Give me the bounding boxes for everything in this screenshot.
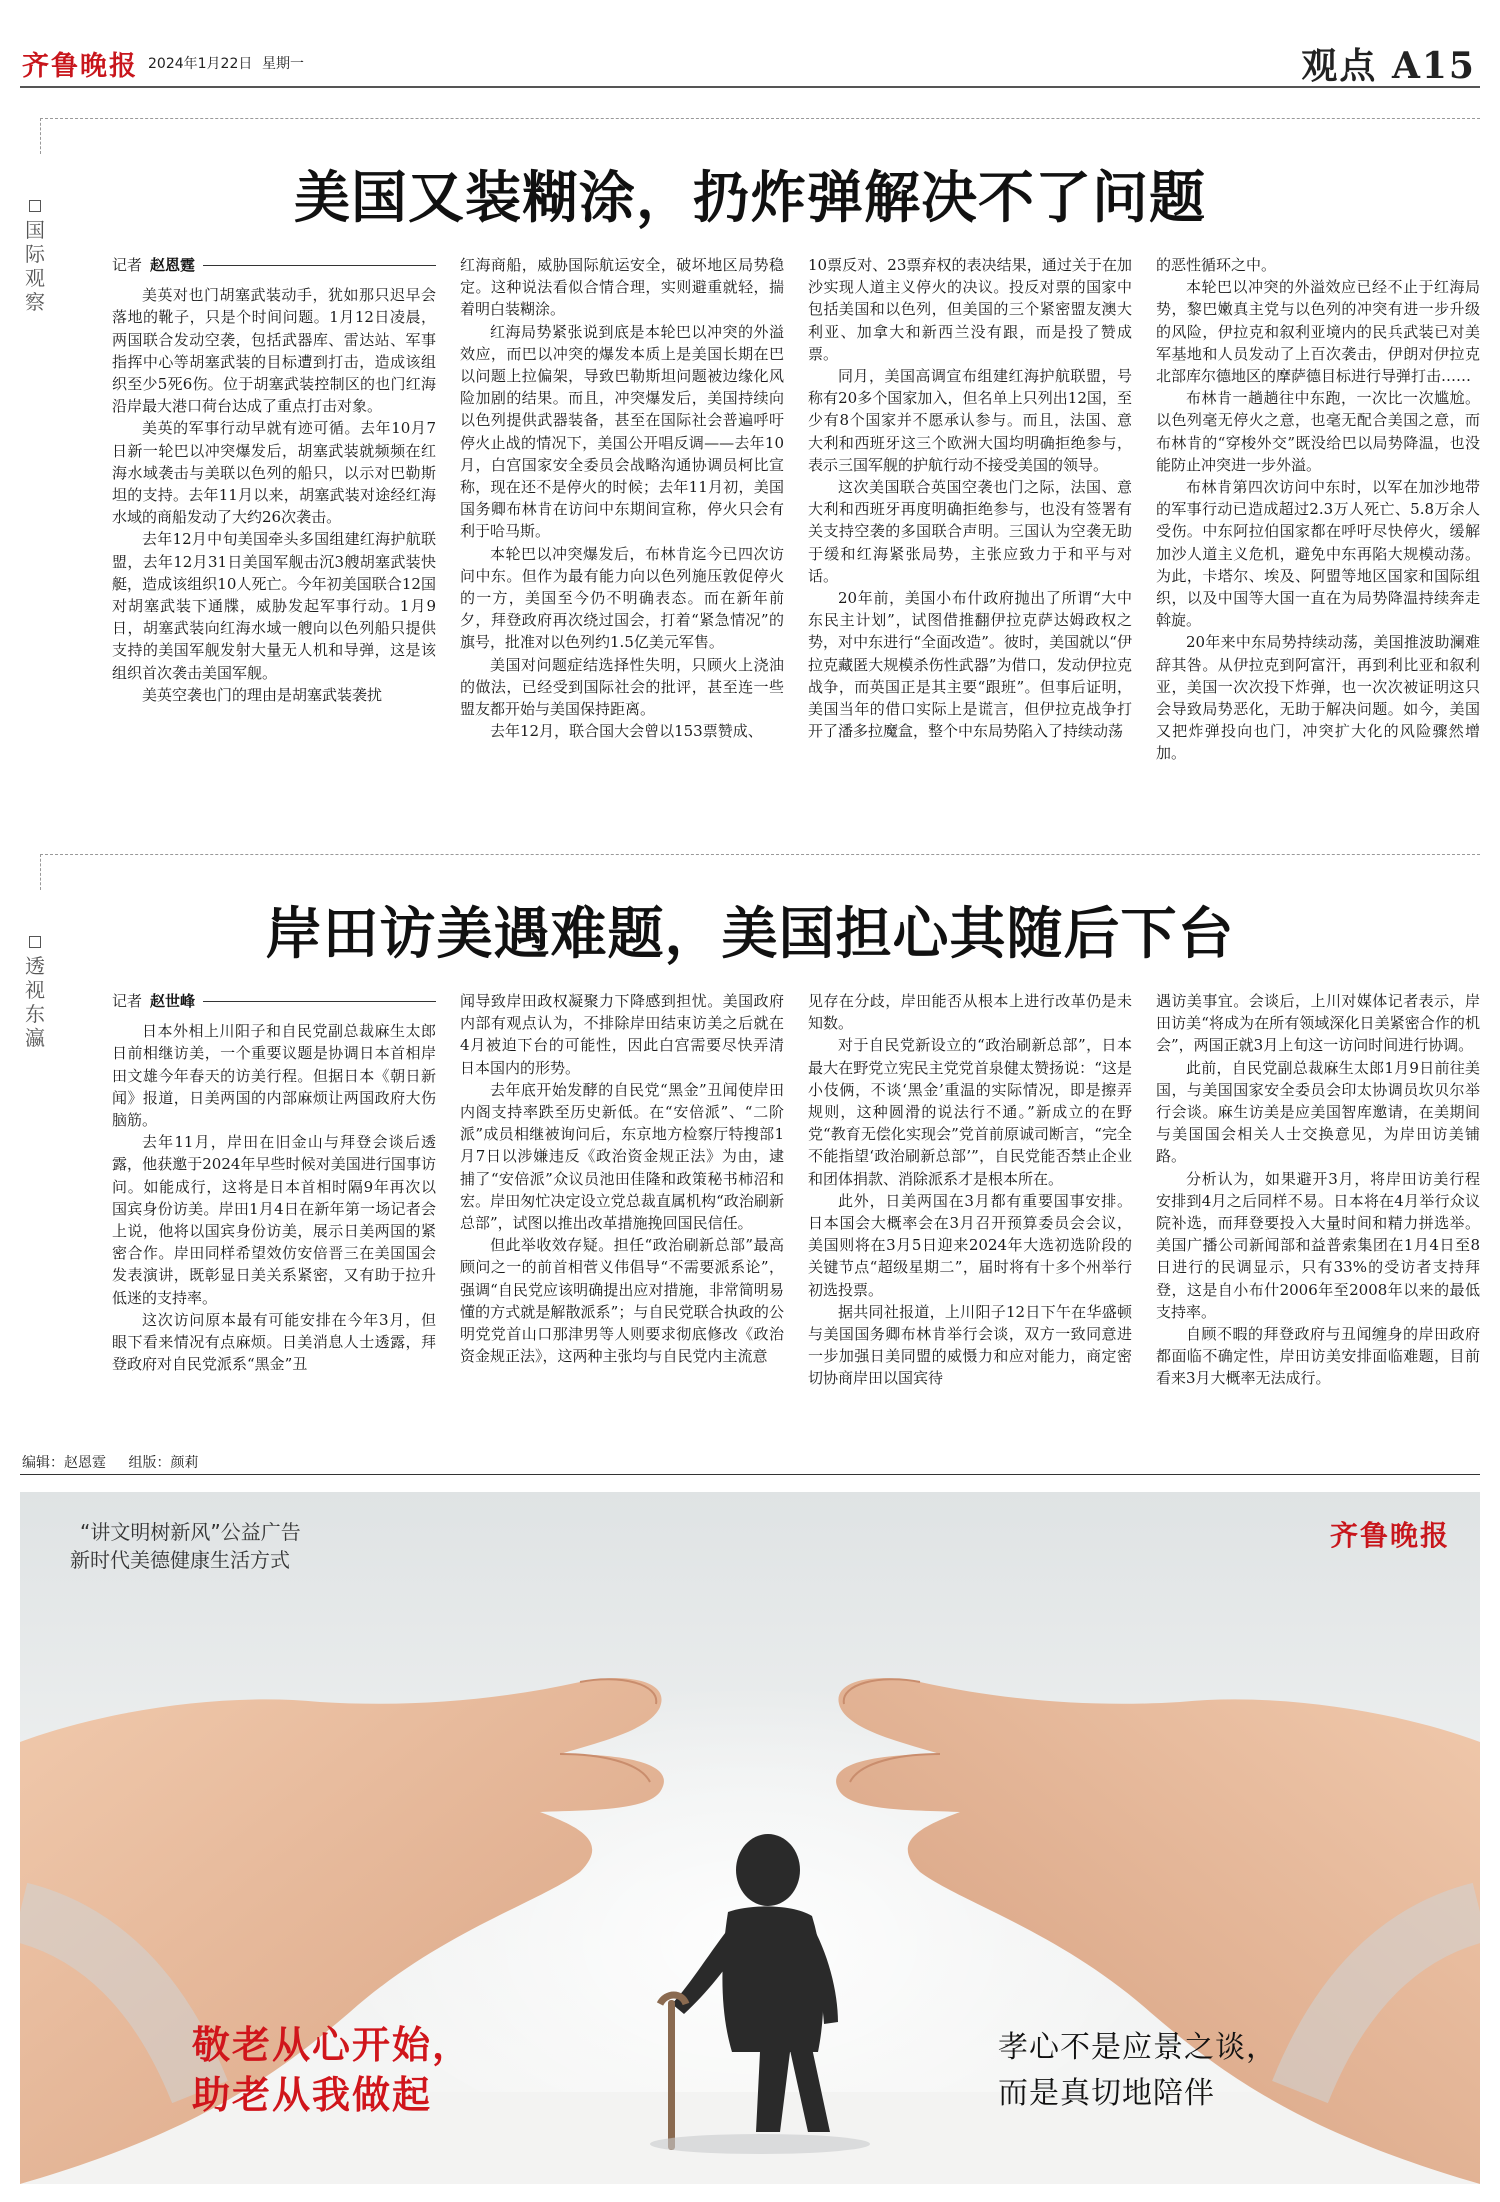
section-label: 国 际 观 察 <box>22 200 48 314</box>
text-column <box>1156 254 1480 765</box>
byline: 记者 赵恩霆 <box>112 254 436 276</box>
section-marker-icon <box>29 936 41 948</box>
paragraph: 遇访美事宜。会谈后，上川对媒体记者表示，岸田访美“将成为在所有领域深化日美紧密合作的机会”，两国正就3月上旬这一访问时间进行协调。 <box>1156 992 1480 1055</box>
text-column <box>112 254 436 765</box>
paragraph: 去年12月，联合国大会曾以153票赞成、 <box>490 722 763 741</box>
text-column <box>808 254 1132 765</box>
paragraph: 对于自民党新设立的“政治刷新总部”，日本最大在野党立宪民主党党首泉健太赞扬说：“这是小伎俩，不谈‘黑金’重温的实际情况，即是擦弄规则，这种圆滑的说法行不通。”新成立的在野党“教育无偿化实现会”党首前原诚司断言，“完全不能指望‘政治刷新总部’”，自民党能否禁止企业和团体捐款、消除派系才是根本所在。 <box>808 1036 1132 1188</box>
paragraph: 美英的军事行动早就有迹可循。去年10月7日新一轮巴以冲突爆发后，胡塞武装就频频在红海水域袭击与美联以色列的船只，以示对巴勒斯坦的支持。去年11月以来，胡塞武装对途经红海水域的商船发动了大约26次袭击。 <box>112 419 436 527</box>
paragraph: 的恶性循环之中。 <box>1156 256 1277 274</box>
ad-slogan-black: 而是真切地陪伴 <box>998 2076 1215 2111</box>
section-label: 透 视 东 瀛 <box>22 936 48 1050</box>
paragraph: 闻导致岸田政权凝聚力下降感到担忧。美国政府内部有观点认为，不排除岸田结束访美之后就在4月被迫下台的可能性，因此白宫需要尽快弄清日本国内的形势。 <box>460 992 784 1077</box>
paragraph: 美英空袭也门的理由是胡塞武装袭扰 <box>142 685 383 704</box>
article-body <box>112 990 1482 1390</box>
ad-campaign-subtitle: 新时代美德健康生活方式 <box>70 1548 290 1572</box>
paragraph: 20年来中东局势持续动荡，美国推波助澜难辞其咎。从伊拉克到阿富汗，再到利比亚和叙利亚，美国一次次投下炸弹，也一次次被证明这只会导致局势恶化，无助于解决问题。如今，美国又把炸弹投向也门，冲突扩大化的风险骤然增加。 <box>1156 633 1480 763</box>
text-column <box>460 990 784 1390</box>
paragraph: 据共同社报道，上川阳子12日下午在华盛顿与美国国务卿布林肯举行会谈，双方一致同意进一步加强日美同盟的威慑力和应对能力，商定密切协商岸田以国宾待 <box>808 1302 1132 1388</box>
header-divider <box>20 86 1480 88</box>
ad-slogan-red: 敬老从心开始， <box>192 2022 473 2067</box>
ad-brand-logo: 齐鲁晚报 <box>1329 1519 1450 1552</box>
frame-divider <box>40 118 1480 119</box>
article-headline: 岸田访美遇难题，美国担心其随后下台 <box>265 901 1235 967</box>
paragraph: 去年12月中旬美国牵头多国组建红海护航联盟，去年12月31日美国军舰击沉3艘胡塞武装快艇，造成该组织10人死亡。今年初美国联合12国对胡塞武装下通牒，威胁发起军事行动。1月9日，胡塞武装向红海水域一艘向以色列船只提供支持的美国军舰发射大量无人机和导弹，这是该组织首次袭击美国军舰。 <box>112 530 436 682</box>
author-name: 赵恩霆 <box>150 256 196 274</box>
paragraph: 这次美国联合英国空袭也门之际，法国、意大利和西班牙再度明确拒绝参与，也没有签署有关支持空袭的多国联合声明。三国认为空袭无助于缓和红海紧张局势，主张应致力于和平与对话。 <box>808 478 1132 585</box>
paragraph: 布林肯第四次访问中东时，以军在加沙地带的军事行动已造成超过2.3万人死亡、5.8万余人受伤。中东阿拉伯国家都在呼吁尽快停火，缓解加沙人道主义危机，避免中东再陷大规模动荡。为此，卡塔尔、埃及、阿盟等地区国家和国际组织，以及中国等大国一直在为局势降温持续奔走斡旋。 <box>1156 478 1480 630</box>
paragraph: 红海局势紧张说到底是本轮巴以冲突的外溢效应，而巴以冲突的爆发本质上是美国长期在巴以问题上拉偏架，导致巴勒斯坦问题被边缘化风险加剧的结果。而且，冲突爆发后，美国持续向以色列提供武器装备，甚至在国际社会普遍呼吁停火止战的情况下，美国公开唱反调——去年10月，白宫国家安全委员会战略沟通协调员柯比宣称，现在还不是停火的时候；去年11月初，美国国务卿布林肯在访问中东期间宣称，停火只会有利于哈马斯。 <box>460 322 784 541</box>
footer-divider <box>20 1474 1480 1475</box>
paragraph: 见存在分歧，岸田能否从根本上进行改革仍是未知数。 <box>808 992 1132 1033</box>
frame-divider <box>40 854 1480 855</box>
paragraph: 布林肯一趟趟往中东跑，一次比一次尴尬。以色列毫无停火之意，也毫无配合美国之意，而布林肯的“穿梭外交”既没给巴以局势降温，也没能防止冲突进一步外溢。 <box>1156 389 1480 474</box>
frame-divider <box>40 854 41 890</box>
page-header <box>0 0 1500 104</box>
paragraph: 同月，美国高调宣布组建红海护航联盟，号称有20多个国家加入，但名单上只列出12国，至少有8个国家并不愿承认参与。而且，法国、意大利和西班牙这三个欧洲大国均明确拒绝参与，表示三国军舰的护航行动不接受美国的领导。 <box>808 367 1132 474</box>
text-column <box>1156 990 1480 1390</box>
masthead-logo: 齐鲁晚报 <box>22 51 138 82</box>
paragraph: 此前，自民党副总裁麻生太郎1月9日前往美国，与美国国家安全委员会印太协调员坎贝尔举行会谈。麻生访美是应美国智库邀请，在美期间与美国国会相关人士交换意见，为岸田访美铺路。 <box>1156 1058 1480 1166</box>
frame-divider <box>40 118 41 154</box>
public-service-ad <box>20 1492 1480 2184</box>
paragraph: 此外，日美两国在3月都有重要国事安排。日本国会大概率会在3月召开预算委员会会议，美国则将在3月5日迎来2024年大选初选阶段的关键节点“超级星期二”，届时将有十多个州举行初选投票。 <box>808 1191 1132 1299</box>
page-number: 观点 A15 <box>1301 45 1476 87</box>
paragraph: 本轮巴以冲突的外溢效应已经不止于红海局势，黎巴嫩真主党与以色列的冲突有进一步升级的风险，伊拉克和叙利亚境内的民兵武装已对美军基地和人员发动了上百次袭击，伊朗对伊拉克北部库尔德地区的摩萨德目标进行导弹打击…… <box>1156 278 1480 386</box>
paragraph: 分析认为，如果避开3月，将岸田访美行程安排到4月之后同样不易。日本将在4月举行众议院补选，而拜登要投入大量时间和精力拼选举。美国广播公司新闻部和益普索集团在1月4日至8日进行的民调显示，只有33%的受访者支持拜登，这是自小布什2006年至2008年以来的最低支持率。 <box>1156 1169 1480 1321</box>
paragraph: 去年11月，岸田在旧金山与拜登会谈后透露，他获邀于2024年早些时候对美国进行国事访问。如能成行，这将是日本首相时隔9年再次以国宾身份访美。岸田1月4日在新年第一场记者会上说，他将以国宾身份访美，展示日美两国的紧密合作。岸田同样希望效仿安倍晋三在美国国会发表演讲，既彰显日美关系紧密，又有助于拉升低迷的支持率。 <box>112 1133 436 1307</box>
text-column <box>460 254 784 765</box>
paragraph: 本轮巴以冲突爆发后，布林肯迄今已四次访问中东。但作为最有能力向以色列施压敦促停火的一方，美国至今仍不明确表态。而在新年前夕，拜登政府再次绕过国会，打着“紧急情况”的旗号，批准对以色列约1.5亿美元军售。 <box>460 544 784 652</box>
article-body <box>112 254 1482 765</box>
article-us-yemen <box>0 104 1500 840</box>
paragraph: 美国对问题症结选择性失明，只顾火上浇油的做法，已经受到国际社会的批评，甚至连一些盟友都开始与美国保持距离。 <box>460 655 784 719</box>
ad-slogan-black: 孝心不是应景之谈， <box>998 2030 1277 2065</box>
ad-slogan-red: 助老从我做起 <box>192 2072 433 2117</box>
editor-name: 编辑：赵恩霆 <box>22 1455 106 1471</box>
paragraph: 去年底开始发酵的自民党“黑金”丑闻使岸田内阁支持率跌至历史新低。在“安倍派”、“二阶派”成员相继被询问后，东京地方检察厅特搜部1月7日以涉嫌违反《政治资金规正法》为由，逮捕了“安倍派”众议员池田佳隆和政策秘书柿沼和宏。岸田匆忙决定设立党总裁直属机构“政治刷新总部”，试图以推出改革措施挽回国民信任。 <box>460 1080 784 1233</box>
section-marker-icon <box>29 200 41 212</box>
paragraph: 10票反对、23票弃权的表决结果，通过关于在加沙实现人道主义停火的决议。投反对票的国家中包括美国和以色列，但美国的三个紧密盟友澳大利亚、加拿大和新西兰没有跟，而是投了赞成票。 <box>808 256 1132 363</box>
paragraph: 20年前，美国小布什政府抛出了所谓“大中东民主计划”，试图借推翻伊拉克萨达姆政权之势，对中东进行“全面改造”。彼时，美国就以“伊拉克藏匿大规模杀伤性武器”为借口，发动伊拉克战争，而英国正是其主要“跟班”。但事后证明，美国当年的借口实际上是谎言，但伊拉克战争打开了潘多拉魔盒，整个中东局势陷入了持续动荡 <box>808 589 1132 741</box>
paragraph: 自顾不暇的拜登政府与丑闻缠身的岸田政府都面临不确定性，岸田访美安排面临难题，目前看来3月大概率无法成行。 <box>1156 1325 1480 1388</box>
article-headline: 美国又装糊涂，扔炸弹解决不了问题 <box>294 165 1206 231</box>
paragraph: 美英对也门胡塞武装动手，犹如那只迟早会落地的靴子，只是个时间问题。1月12日凌晨，两国联合发动空袭，包括武器库、雷达站、军事指挥中心等胡塞武装的目标遭到打击，造成该组织至少5死6伤。位于胡塞武装控制区的也门红海沿岸最大港口荷台达成了重点打击对象。 <box>112 286 436 416</box>
issue-date: 2024年1月22日 <box>148 56 253 72</box>
paragraph: 这次访问原本最有可能安排在今年3月，但眼下看来情况有点麻烦。日美消息人士透露，拜登政府对自民党派系“黑金”丑 <box>112 1310 436 1374</box>
byline: 记者 赵世峰 <box>112 990 436 1012</box>
editor-credits <box>22 1452 216 1472</box>
issue-weekday: 星期一 <box>262 56 304 72</box>
ad-campaign-tag: “讲文明树新风”公益广告 <box>80 1520 301 1544</box>
layout-editor-name: 组版：颜莉 <box>128 1455 199 1471</box>
paragraph: 红海商船，威胁国际航运安全，破坏地区局势稳定。这种说法看似合情合理，实则避重就轻，揣着明白装糊涂。 <box>460 256 784 319</box>
text-column <box>112 990 436 1390</box>
paragraph: 但此举收效存疑。担任“政治刷新总部”最高顾问之一的前首相菅义伟倡导“不需要派系论”，强调“自民党应该明确提出应对措施，非常简明易懂的方式就是解散派系”；与自民党联合执政的公明党党首山口那津男等人则要求彻底修改《政治资金规正法》，这两种主张均与自民党内主流意 <box>460 1236 784 1366</box>
text-column <box>808 990 1132 1390</box>
article-kishida-visit <box>0 840 1500 1480</box>
paragraph: 日本外相上川阳子和自民党副总裁麻生太郎日前相继访美，一个重要议题是协调日本首相岸田文雄今年春天的访美行程。但据日本《朝日新闻》报道，日美两国的内部麻烦让两国政府大伤脑筋。 <box>112 1022 436 1130</box>
author-name: 赵世峰 <box>150 992 196 1010</box>
